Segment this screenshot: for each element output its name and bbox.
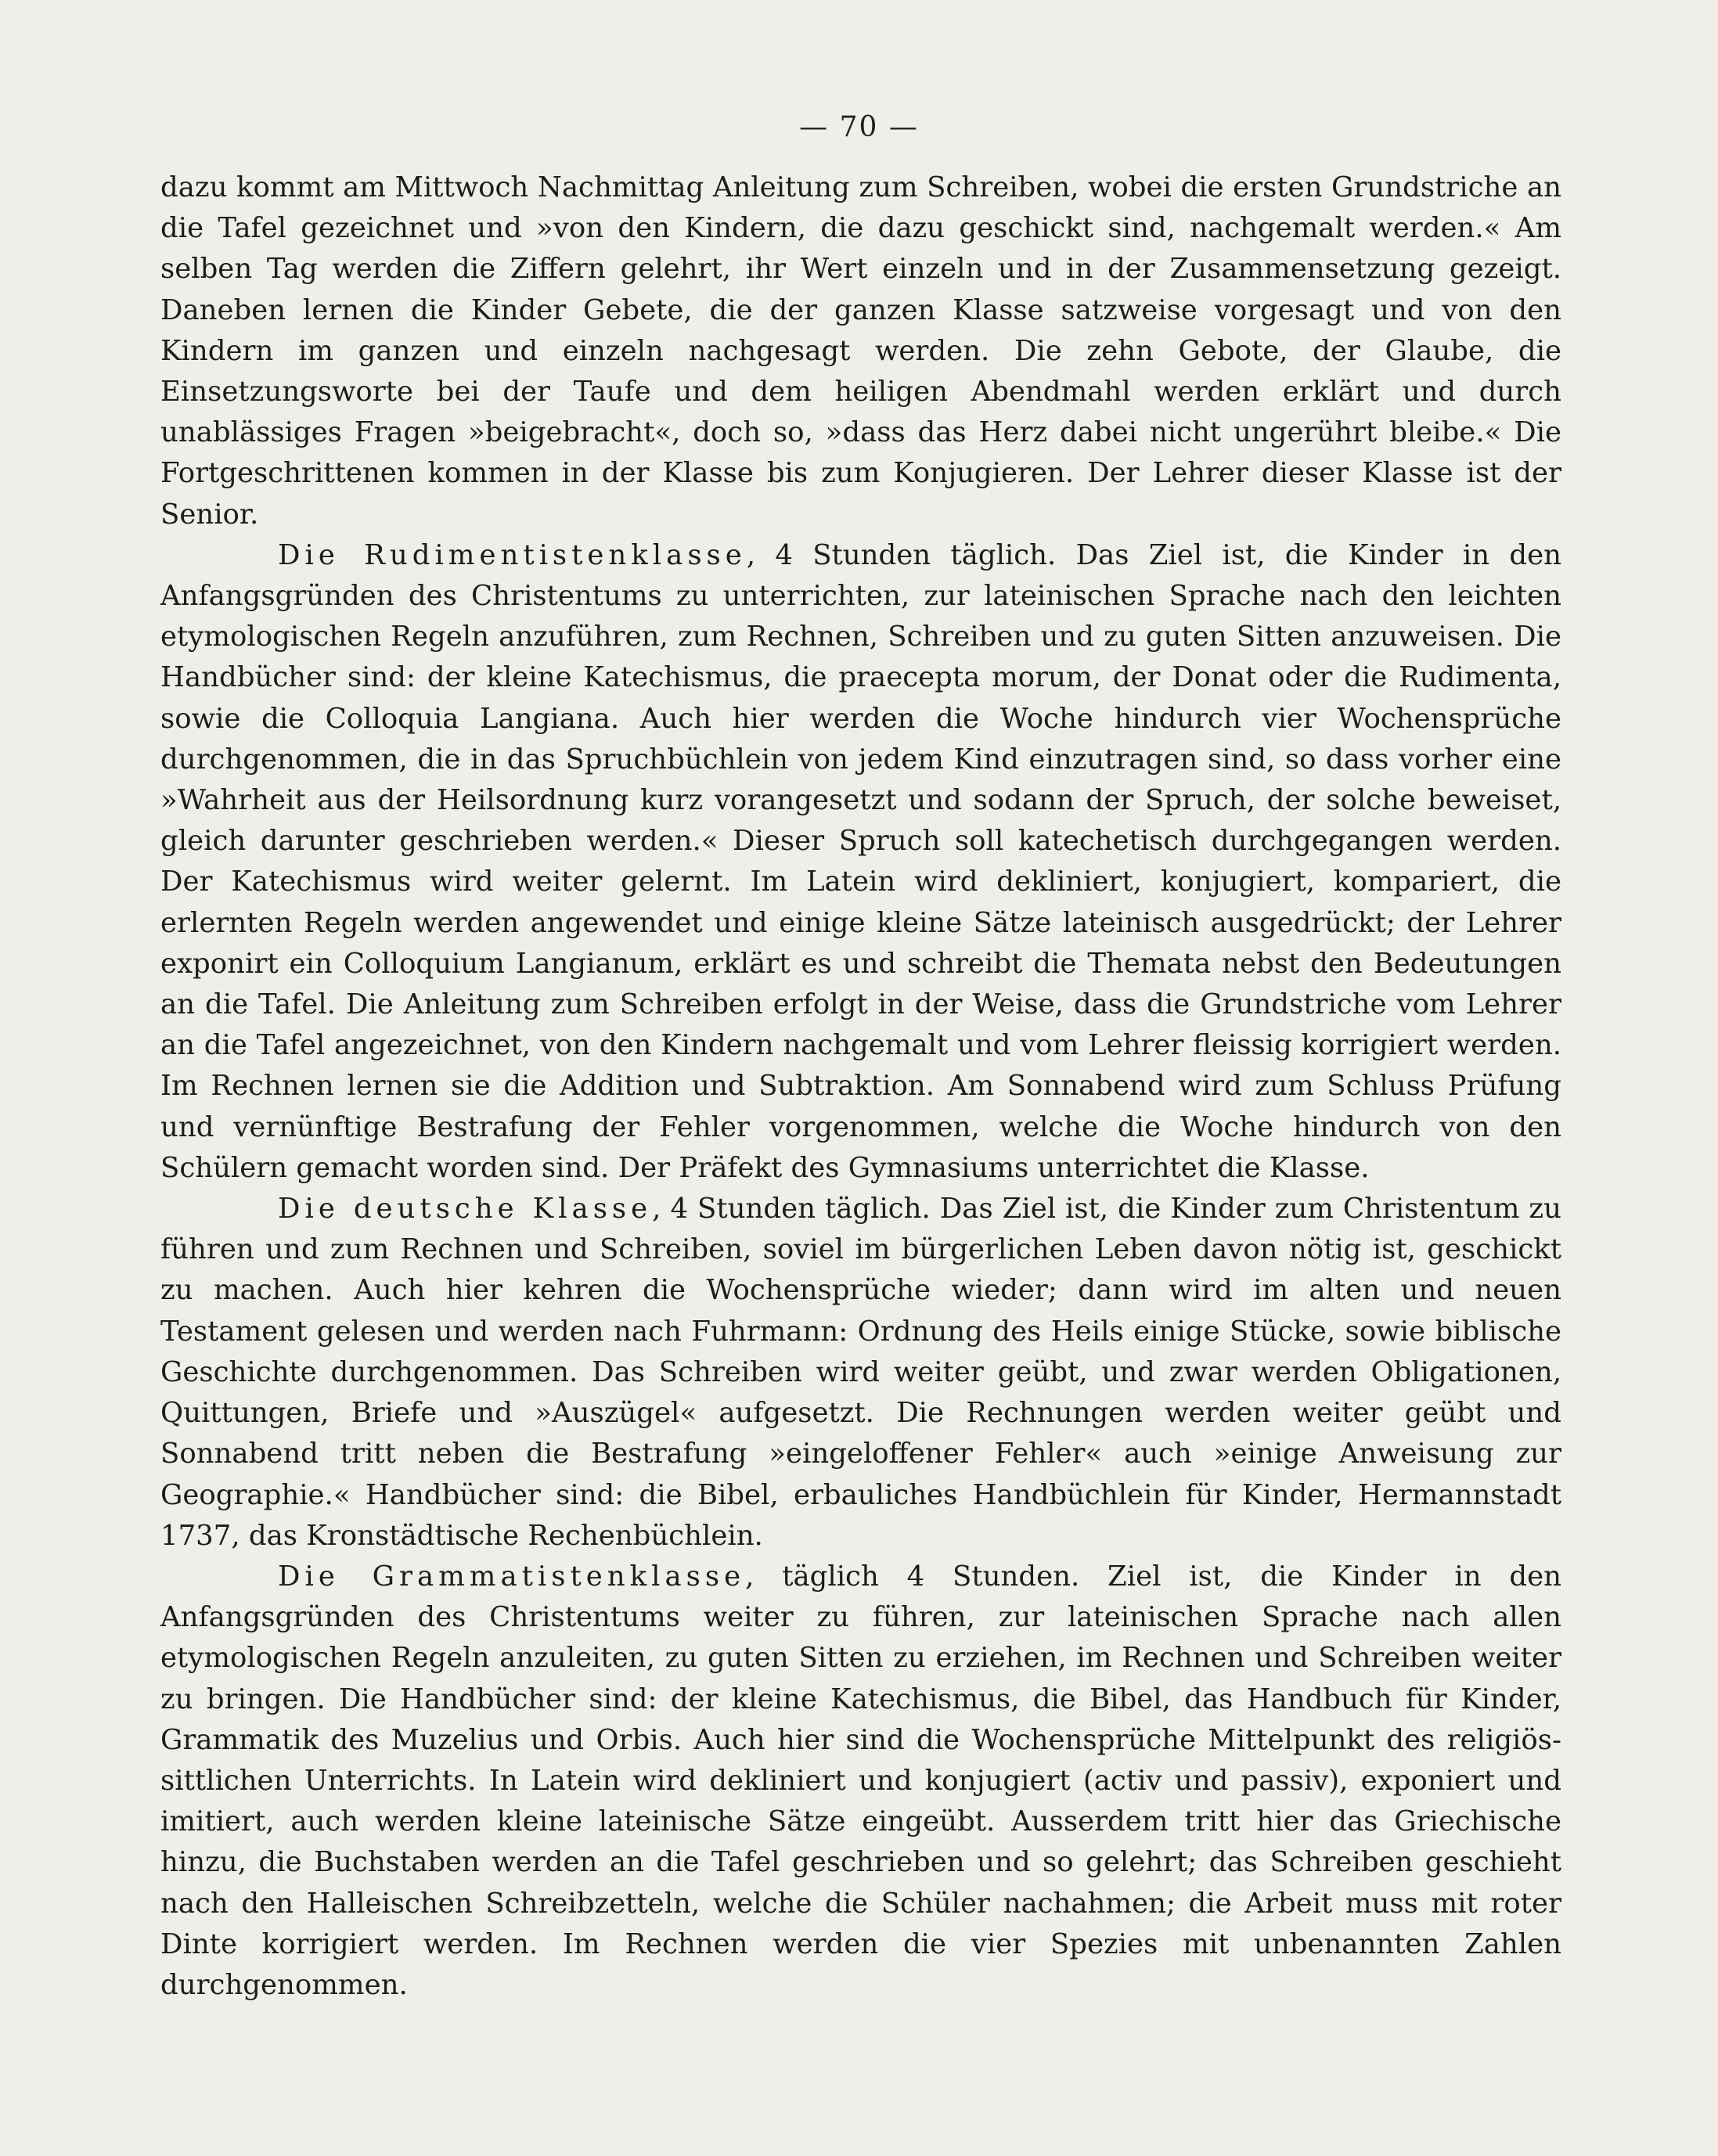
section-heading: Die deutsche Klasse <box>278 1193 653 1226</box>
paragraph-text: , 4 Stunden täglich. Das Ziel ist, die Kinder zum Christentum zu führen und zum Rechnen und Schreiben, soviel im bürgerlichen Leben davon nötig ist, geschickt zu machen. Auch hier kehren die Wochensprüche wieder; dann wird im alten und neuen Testament gelesen und werden nach Fuhrmann: Ordnung des Heils einige Stücke, sowie biblische Geschichte durchgenommen. Das Schreiben wird weiter geübt, und zwar werden Obligationen, Quittungen, Briefe und »Auszügel« aufgesetzt. Die Rechnungen werden weiter geübt und Sonnabend tritt neben die Bestrafung »eingeloffener Fehler« auch »einige Anweisung zur Geographie.« Handbücher sind: die Bibel, erbauliches Handbüchlein für Kinder, Hermannstadt 1737, das Kronstädtische Rechenbüchlein. <box>160 1193 1561 1552</box>
page-number: — 70 — <box>799 111 919 143</box>
paragraph-rudimentisten <box>160 535 1561 1189</box>
paragraph-text: , 4 Stunden täglich. Das Ziel ist, die Kinder in den Anfangsgründen des Christentums zu unterrichten, zur lateinischen Sprache nach den leichten etymologischen Regeln anzuführen, zum Rechnen, Schreiben und zu guten Sitten anzuweisen. Die Handbücher sind: der kleine Katechismus, die praecepta morum, der Donat oder die Rudimenta, sowie die Colloquia Langiana. Auch hier werden die Woche hindurch vier Wochensprüche durchgenommen, die in das Spruchbüchlein von jedem Kind einzutragen sind, so dass vorher eine »Wahrheit aus der Heilsordnung kurz vorangesetzt und sodann der Spruch, der solche beweiset, gleich darunter geschrieben werden.« Dieser Spruch soll katechetisch durchgegangen werden. Der Katechismus wird weiter gelernt. Im Latein wird dekliniert, konjugiert, kompariert, die erlernten Regeln werden angewendet und einige kleine Sätze lateinisch ausgedrückt; der Lehrer exponirt ein Colloquium Langianum, erklärt es und schreibt die Themata nebst den Bedeutungen an die Tafel. Die Anleitung zum Schreiben erfolgt in der Weise, dass die Grundstriche vom Lehrer an die Tafel angezeichnet, von den Kindern nachgemalt und vom Lehrer fleissig korrigiert werden. Im Rechnen lernen sie die Addition und Subtraktion. Am Sonnabend wird zum Schluss Prüfung und vernünftige Bestrafung der Fehler vorgenommen, welche die Woche hindurch von den Schülern gemacht worden sind. Der Präfekt des Gymnasiums unterrichtet die Klasse. <box>160 538 1561 1184</box>
section-heading: Die Rudimentistenklasse <box>278 538 747 571</box>
section-heading: Die Grammatistenklasse <box>278 1560 746 1593</box>
paragraph-text: dazu kommt am Mittwoch Nachmittag Anleitung zum Schreiben, wobei die ersten Grundstriche an die Tafel gezeichnet und »von den Kindern, die dazu geschickt sind, nachgemalt werden.« Am selben Tag werden die Ziffern gelehrt, ihr Wert einzeln und in der Zusammensetzung gezeigt. Daneben lernen die Kinder Gebete, die der ganzen Klasse satzweise vorgesagt und von den Kindern im ganzen und einzeln nachgesagt werden. Die zehn Gebote, der Glaube, die Einsetzungsworte bei der Taufe und dem heiligen Abendmahl werden erklärt und durch unablässiges Fragen »beigebracht«, doch so, »dass das Herz dabei nicht ungerührt bleibe.« Die Fortgeschrittenen kommen in der Klasse bis zum Konjugieren. Der Lehrer dieser Klasse ist der Senior. <box>160 171 1561 531</box>
paragraph-text: , täglich 4 Stunden. Ziel ist, die Kinder in den Anfangsgründen des Christentums weiter zu führen, zur lateinischen Sprache nach allen etymologischen Regeln anzuleiten, zu guten Sitten zu erziehen, im Rechnen und Schreiben weiter zu bringen. Die Handbücher sind: der kleine Katechismus, die Bibel, das Handbuch für Kinder, Grammatik des Muzelius und Orbis. Auch hier sind die Wochensprüche Mittelpunkt des religiös-sittlichen Unterrichts. In Latein wird dekliniert und konjugiert (activ und passiv), exponiert und imitiert, auch werden kleine lateinische Sätze eingeübt. Ausserdem tritt hier das Griechische hinzu, die Buchstaben werden an die Tafel geschrieben und so gelehrt; das Schreiben geschieht nach den Halleischen Schreibzetteln, welche die Schüler nachahmen; die Arbeit muss mit roter Dinte korrigiert werden. Im Rechnen werden die vier Spezies mit unbenannten Zahlen durchgenommen. <box>160 1560 1561 2001</box>
paragraph-grammatisten <box>160 1557 1561 2006</box>
paragraph-intro <box>160 167 1561 535</box>
body-text <box>160 167 1561 2006</box>
paragraph-deutsche-klasse <box>160 1189 1561 1557</box>
